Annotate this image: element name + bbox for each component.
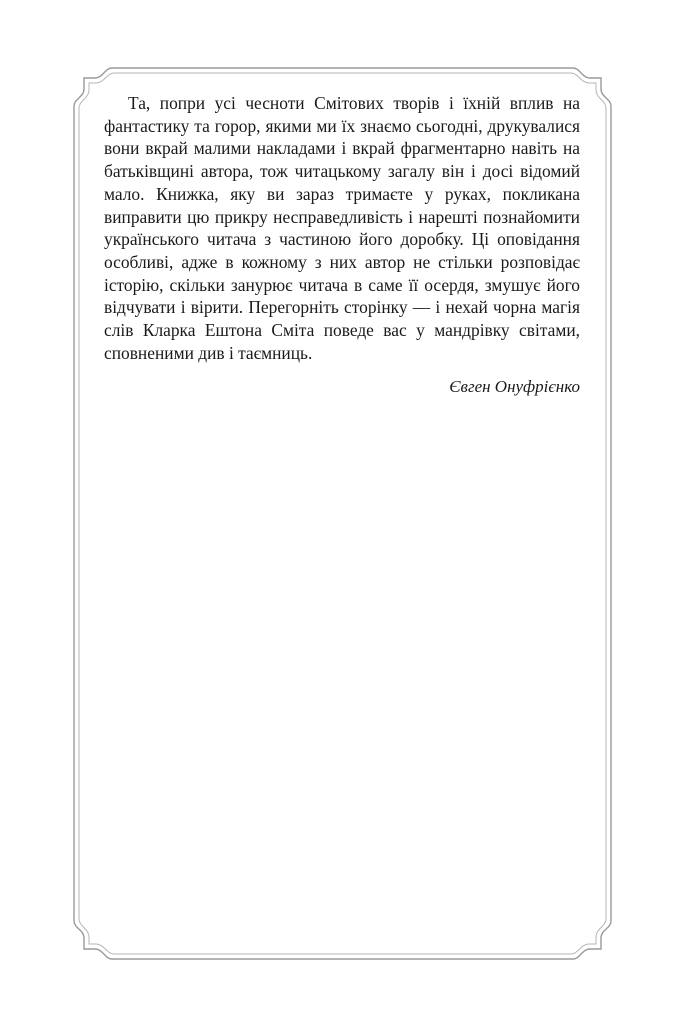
- author-signature: Євген Онуфрієнко: [449, 377, 580, 397]
- text-block: [104, 92, 580, 398]
- body-paragraph: Та, попри усі чесноти Смітових творів і їхній вплив на фантастику та горор, якими ми їх знаємо сьогодні, друкувалися вони вкрай малими накладами і вкрай фрагментарно навіть на батьківщині автора, тож читацькому загалу він і досі відомий мало. Книжка, яку ви зараз тримаєте у руках, покликана виправити цю прикру несправедливість і нарешті познайомити українського читача з частиною його доробку. Ці оповідання особливі, адже в кожному з них автор не стільки розповідає історію, скільки занурює читача в саме її осердя, змушує його відчувати і вірити. Перегорніть сторінку — і нехай чорна магія слів Кларка Ештона Сміта поведе вас у мандрівку світами, сповненими див і таємниць.: [104, 93, 580, 363]
